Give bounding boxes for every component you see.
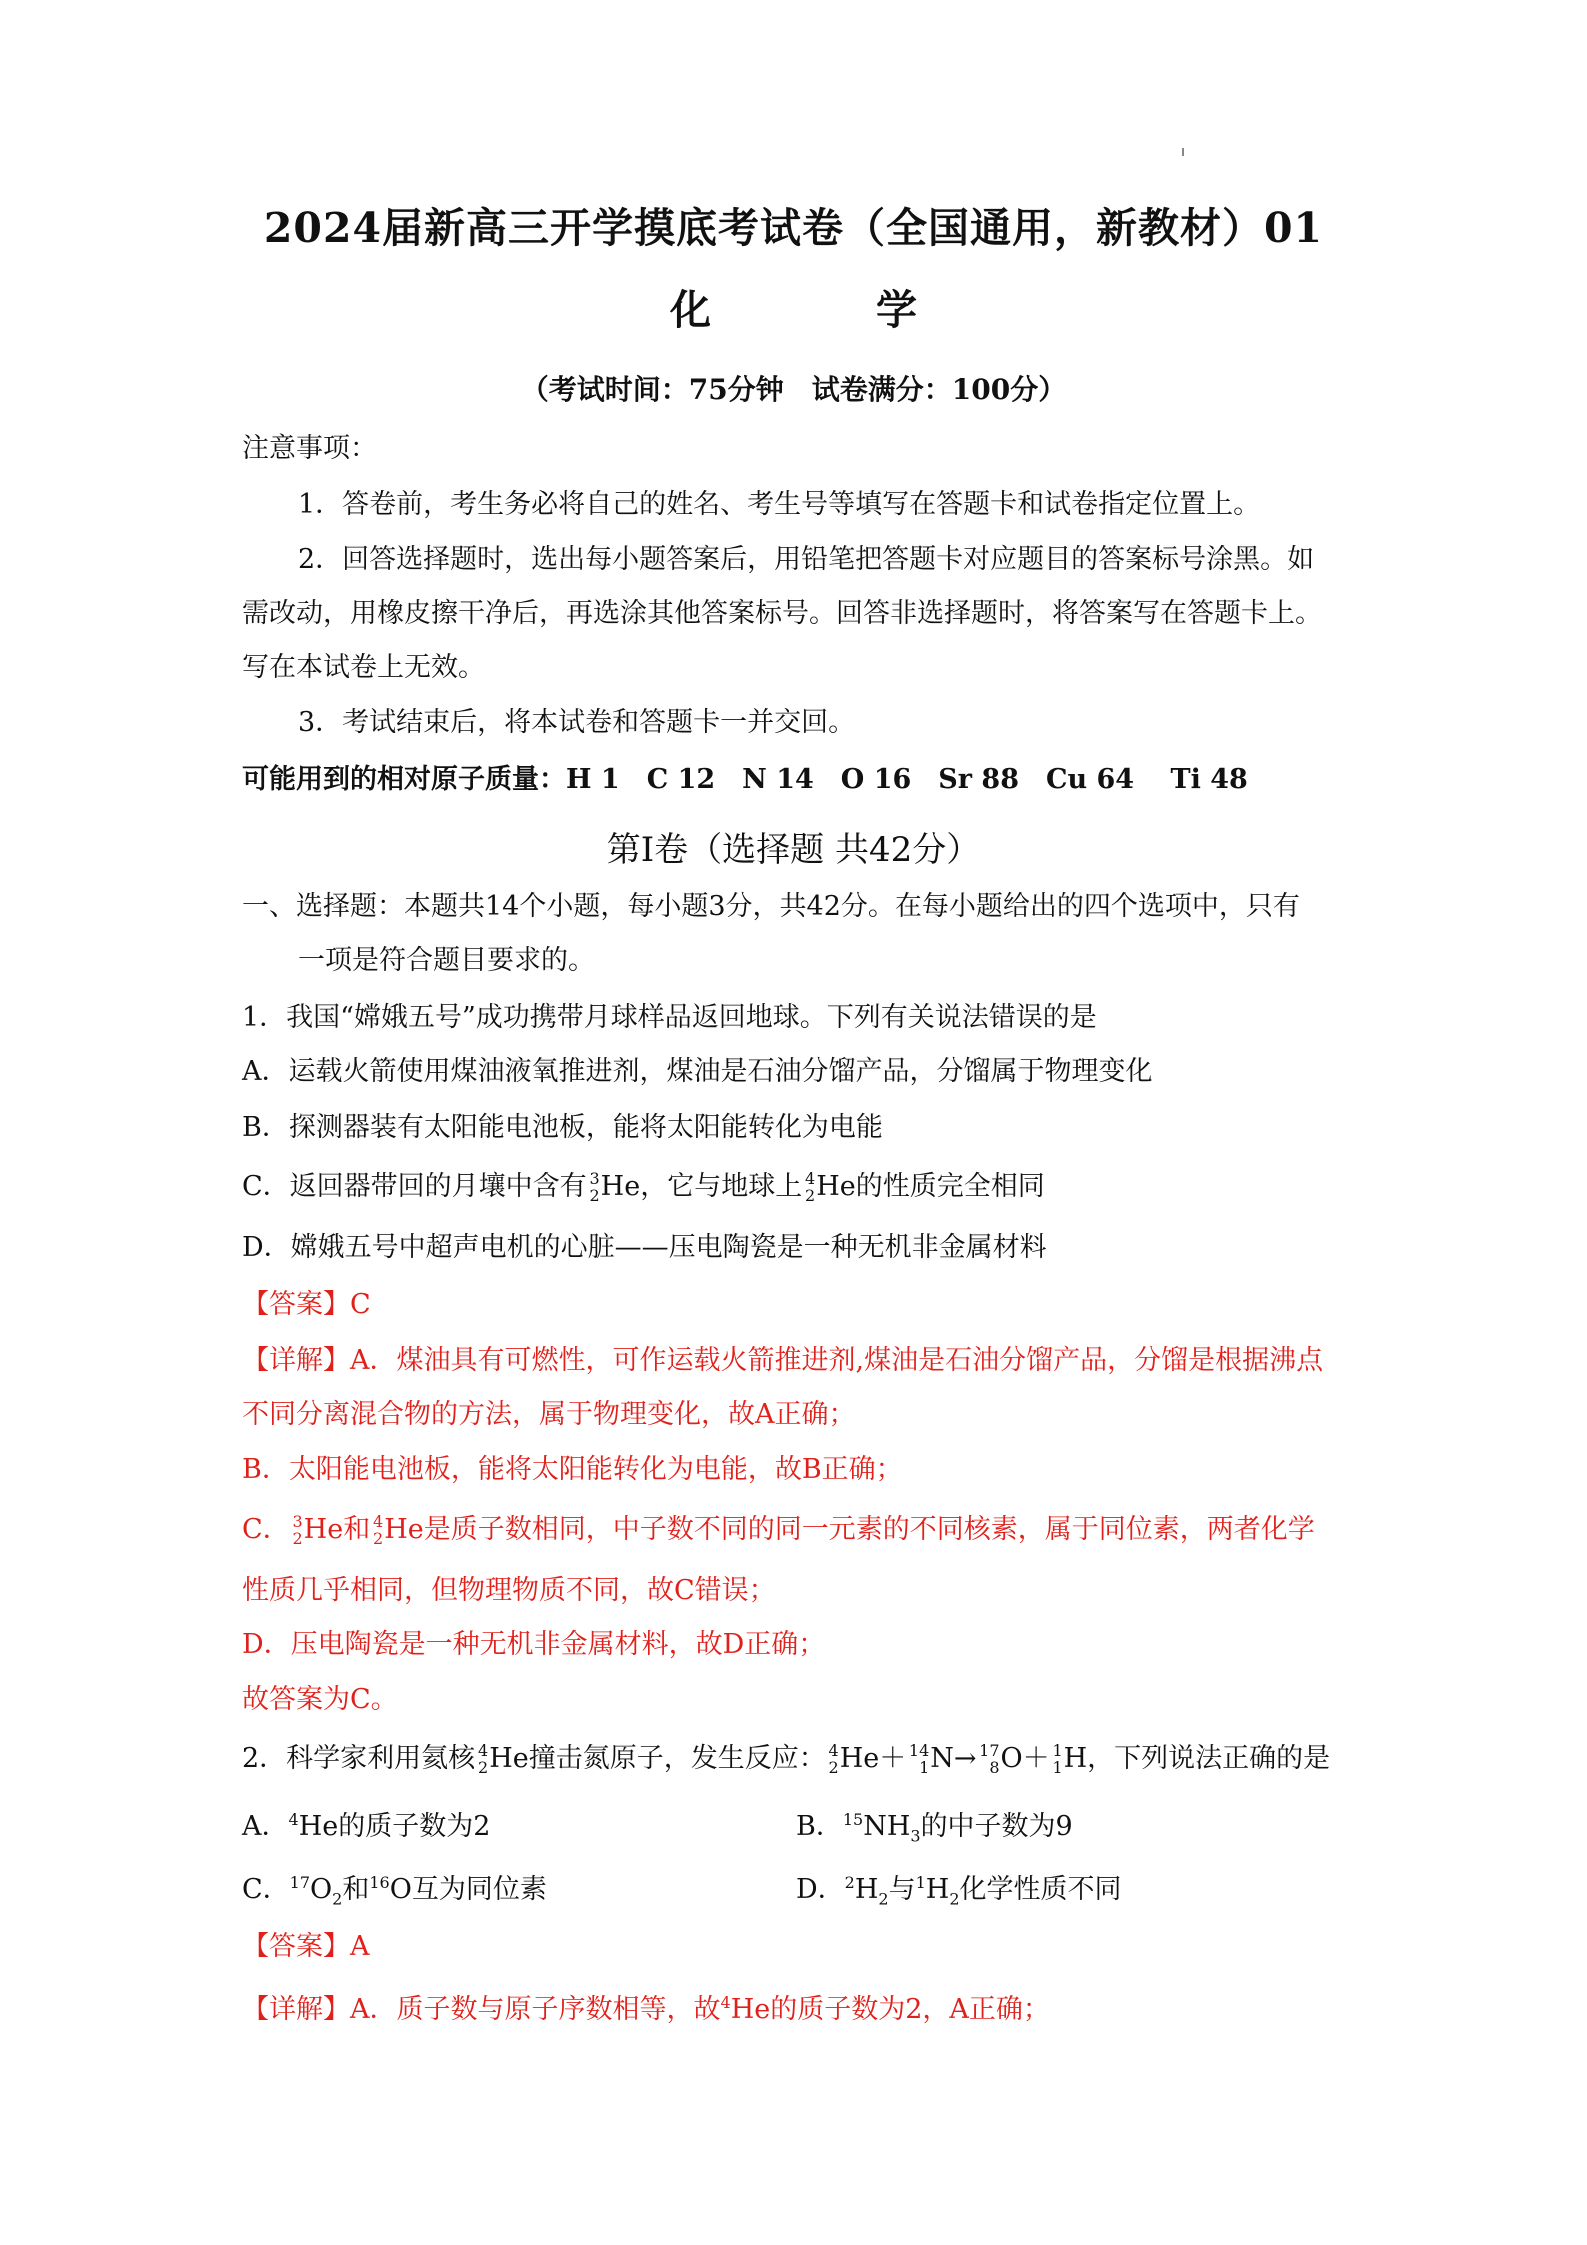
nuclide-h1: 1 1 <box>1052 1741 1063 1777</box>
q1-option-d: D．嫦娥五号中超声电机的心脏——压电陶瓷是一种无机非金属材料 <box>242 1232 1047 1263</box>
q1-option-c-text-2: He，它与地球上 <box>600 1171 803 1202</box>
q2-option-b: B．$^{15}NH_3$的中子数为9 <box>796 1810 1073 1846</box>
q2-option-d: D．$^2H_2$与$^1H_2$化学性质不同 <box>796 1873 1122 1909</box>
q1-conclusion: 故答案为C。 <box>242 1684 398 1715</box>
q1-option-c-text-3: He的性质完全相同 <box>816 1171 1045 1202</box>
q2-option-a: A．$^4$He的质子数为2 <box>242 1810 491 1842</box>
nuclide-he3: 3 2 <box>292 1512 303 1548</box>
q2-stem: 2．科学家利用氦核 4 2 He撞击氮原子，发生反应： 4 2 He＋ 14 1 N→ 17 8 O＋ 1 1 H，下列说法正确的是 <box>242 1741 1331 1777</box>
q1-stem: 1．我国“嫦娥五号”成功携带月球样品返回地球。下列有关说法错误的是 <box>242 1002 1097 1033</box>
q1-explanation-c2: 性质几乎相同，但物理物质不同，故C错误； <box>242 1575 776 1606</box>
q1-option-c-text-1: C．返回器带回的月壤中含有 <box>242 1171 587 1202</box>
section-title: 第Ⅰ卷（选择题 共42分） <box>606 830 981 870</box>
scan-mark <box>1182 148 1184 156</box>
q1-explanation-b: B．太阳能电池板，能将太阳能转化为电能，故B正确； <box>242 1454 903 1485</box>
exam-info: （考试时间：75分钟 试卷满分：100分） <box>520 373 1067 406</box>
q1-explanation-a2: 不同分离混合物的方法，属于物理变化，故A正确； <box>242 1399 856 1430</box>
reaction-arrow: → <box>953 1743 977 1774</box>
nuclide-he4: 4 2 <box>805 1169 816 1205</box>
q1-option-c <box>242 1170 1045 1204</box>
q1-option-a: A．运载火箭使用煤油液氧推进剂，煤油是石油分馏产品，分馏属于物理变化 <box>242 1056 1153 1087</box>
q1-explanation-c1: C． 3 2 He和 4 2 He是质子数相同，中子数不同的同一元素的不同核素，属于同位素，两者化学 <box>242 1512 1315 1548</box>
q2-option-c: C．$^{17}O_2$和$^{16}$O互为同位素 <box>242 1873 547 1909</box>
q1-option-b: B．探测器装有太阳能电池板，能将太阳能转化为电能 <box>242 1112 883 1143</box>
q1-answer: 【答案】C <box>242 1289 371 1320</box>
nuclide-he3: 3 2 <box>589 1169 600 1205</box>
q2-answer: 【答案】A <box>242 1931 370 1962</box>
q1-explanation-d: D．压电陶瓷是一种无机非金属材料，故D正确； <box>242 1629 826 1660</box>
note-item-3: 3．考试结束后，将本试卷和答题卡一并交回。 <box>298 707 856 738</box>
section-instructions-2: 一项是符合题目要求的。 <box>298 945 595 976</box>
subject-title: 化 学 <box>670 286 979 334</box>
exam-title: 2024届新高三开学摸底考试卷（全国通用，新教材）01 <box>263 204 1324 252</box>
nuclide-he4: 4 2 <box>478 1741 489 1777</box>
q2-explanation-a: 【详解】A．质子数与原子序数相等，故$^4$He的质子数为2，A正确； <box>242 1993 1050 2025</box>
nuclide-he4: 4 2 <box>828 1741 839 1777</box>
note-item-2b: 需改动，用橡皮擦干净后，再选涂其他答案标号。回答非选择题时，将答案写在答题卡上。 <box>242 598 1322 629</box>
section-instructions-1: 一、选择题：本题共14个小题，每小题3分，共42分。在每小题给出的四个选项中，只有 <box>242 891 1300 922</box>
notes-heading: 注意事项： <box>242 433 377 464</box>
nuclide-he4: 4 2 <box>373 1512 384 1548</box>
nuclide-o17: 17 8 <box>979 1741 1000 1777</box>
note-item-2a: 2．回答选择题时，选出每小题答案后，用铅笔把答题卡对应题目的答案标号涂黑。如 <box>298 544 1315 575</box>
q1-explanation-a1: 【详解】A．煤油具有可燃性，可作运载火箭推进剂,煤油是石油分馏产品，分馏是根据沸点 <box>242 1345 1324 1376</box>
nuclide-n14: 14 1 <box>908 1741 930 1777</box>
atomic-masses: 可能用到的相对原子质量：H 1 C 12 N 14 O 16 Sr 88 Cu 64 Ti 48 <box>242 764 1248 795</box>
note-item-1: 1．答卷前，考生务必将自己的姓名、考生号等填写在答题卡和试卷指定位置上。 <box>298 489 1261 520</box>
note-item-2c: 写在本试卷上无效。 <box>242 652 485 683</box>
